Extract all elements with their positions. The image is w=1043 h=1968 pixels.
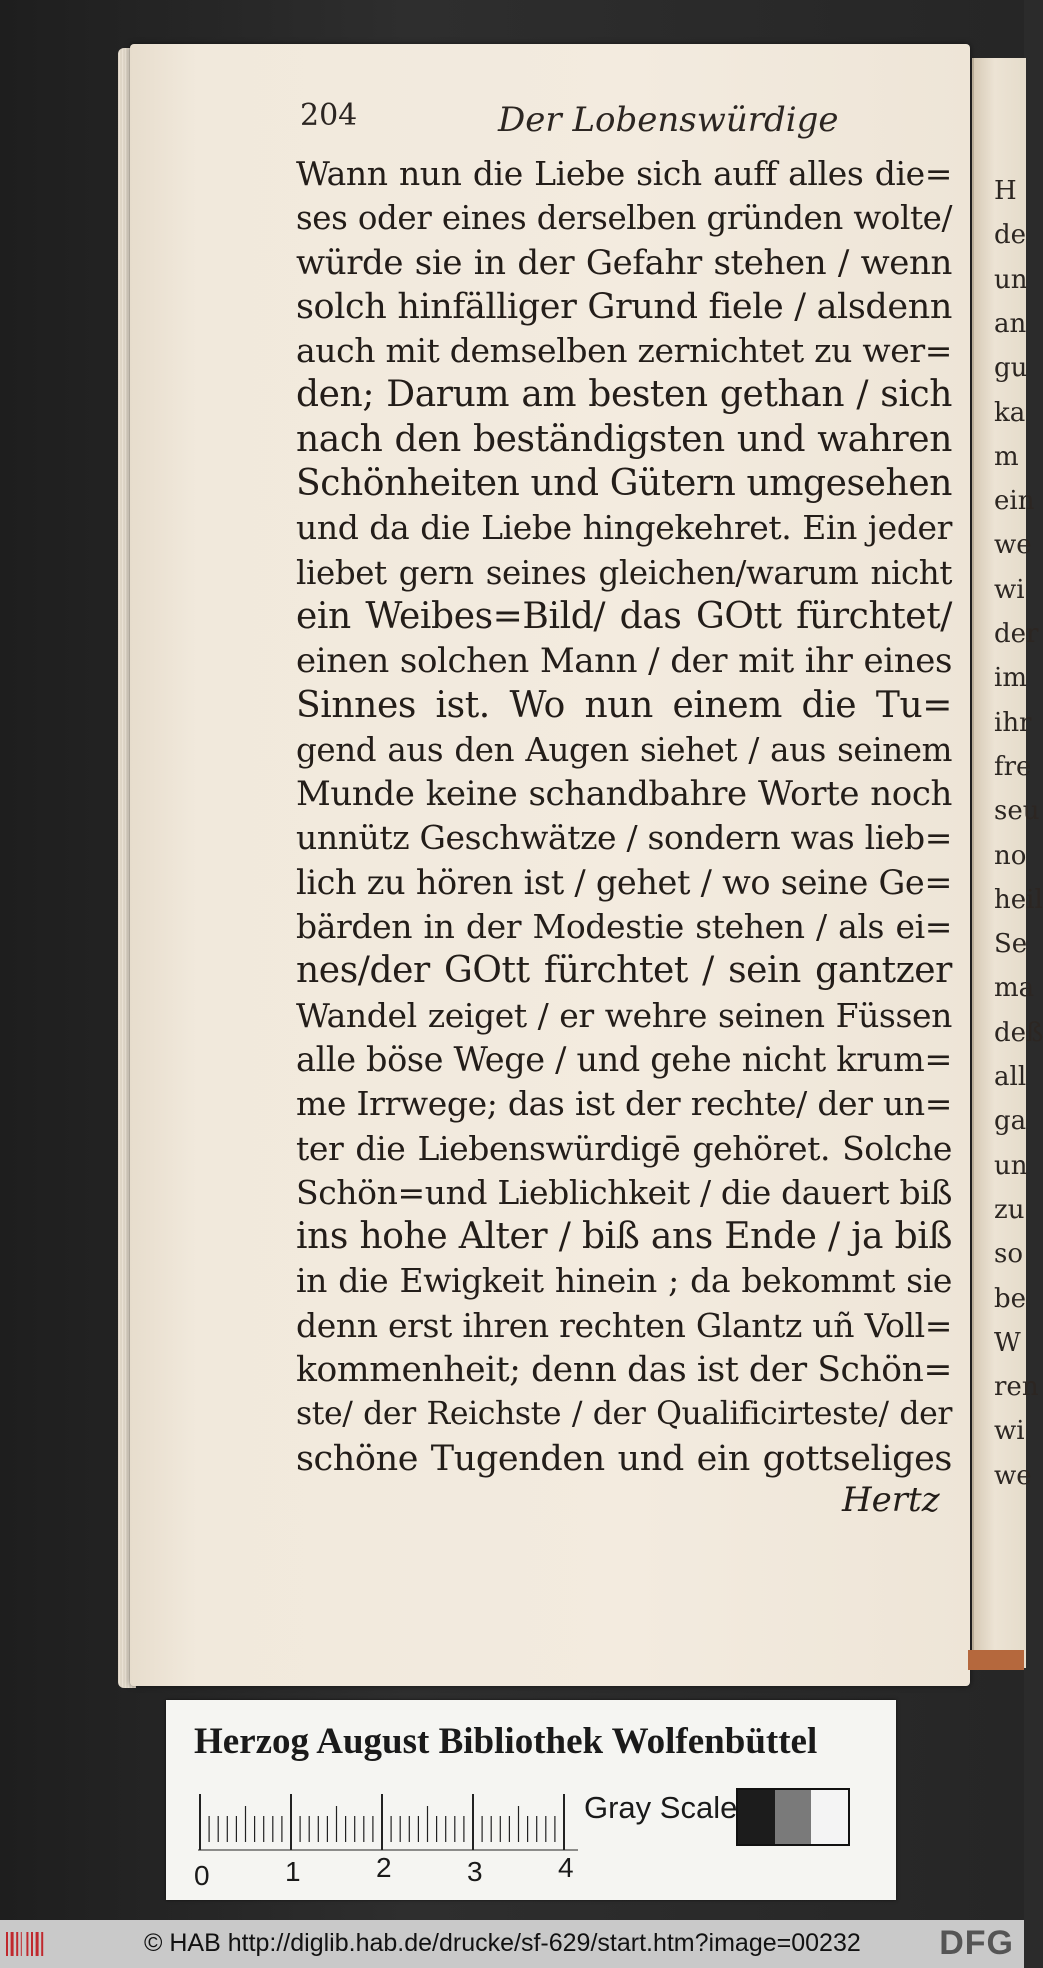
facing-page-fragment: der	[994, 619, 1039, 649]
text-line: ter die Liebenswürdigē gehöret. Solche	[296, 1128, 952, 1168]
gray-scale-label: Gray Scale	[584, 1790, 738, 1825]
institution-name: Herzog August Bibliothek Wolfenbüttel	[194, 1721, 818, 1762]
catchword: Hertz	[842, 1480, 940, 1520]
facing-page-fragment: no	[994, 840, 1027, 871]
logo-bar	[16, 1932, 18, 1956]
text-line: Munde keine schandbahre Worte noch	[296, 774, 952, 815]
gray-swatch	[811, 1790, 848, 1844]
facing-page	[972, 58, 1043, 1668]
text-line: solch hinfälliger Grund fiele / alsdenn	[296, 286, 952, 327]
facing-page-fragment: un	[994, 1150, 1028, 1181]
text-line: auch mit demselben zernichtet zu wer=	[296, 331, 952, 371]
running-head-title: Der Lobenswürdige	[498, 100, 839, 140]
text-line: ste/ der Reichste / der Qualificirteste/ der	[296, 1396, 952, 1433]
facing-page-fragment: ren	[994, 1372, 1039, 1403]
gray-scale-swatches	[736, 1788, 850, 1846]
text-line: denn erst ihren rechten Glantz uñ Voll=	[296, 1305, 952, 1345]
text-line: gend aus den Augen siehet / aus seinem	[296, 730, 952, 769]
facing-page-fragment: zu	[994, 1194, 1025, 1225]
facing-page-fragment: deß	[994, 1017, 1043, 1048]
ruler-number: 2	[376, 1852, 392, 1883]
footer-bar	[0, 1920, 1024, 1968]
facing-page-fragment: un	[994, 264, 1028, 295]
text-line: kommenheit; denn das ist der Schön=	[296, 1350, 952, 1391]
logo-bar	[21, 1932, 22, 1956]
barcode-logo-icon	[6, 1930, 48, 1958]
text-line: me Irrwege; das ist der rechte/ der un=	[296, 1084, 952, 1124]
facing-page-fragment: ma	[994, 973, 1035, 1004]
text-line: nach den beständigsten und wahren	[296, 418, 952, 460]
text-line: lich zu hören ist / gehet / wo seine Ge=	[296, 862, 952, 902]
facing-page-fragment: im	[994, 663, 1027, 694]
facing-page-fragment: m	[994, 441, 1019, 472]
text-line: und da die Liebe hingekehret. Ein jeder	[296, 508, 952, 548]
ruler-number: 1	[285, 1856, 301, 1887]
facing-page-fragment: seu	[994, 796, 1040, 827]
text-line: Schönheiten und Gütern umgesehen	[296, 463, 953, 505]
ruler-scale	[198, 1792, 578, 1852]
text-line: liebet gern seines gleichen/warum nicht	[296, 553, 952, 592]
text-line: nes/der GOtt fürchtet / sein gantzer	[296, 950, 952, 992]
text-line: Wandel zeiget / er wehre seinen Füssen	[296, 995, 952, 1035]
ruler-number: 3	[467, 1856, 483, 1887]
facing-page-fragment: ein	[994, 486, 1035, 517]
facing-page-fragment: we	[994, 1460, 1032, 1491]
logo-bar	[36, 1932, 39, 1956]
gray-swatch	[775, 1790, 812, 1844]
text-line: würde sie in der Gefahr stehen / wenn	[296, 242, 952, 283]
ruler-numbers	[194, 1852, 574, 1891]
facing-page-fragment: be	[994, 1283, 1027, 1314]
facing-page-fragment: so	[994, 1239, 1023, 1270]
logo-bar	[26, 1932, 28, 1956]
ruler-number: 0	[194, 1860, 210, 1891]
dfg-logo: DFG	[939, 1924, 1014, 1962]
facing-page-fragment: W	[994, 1327, 1021, 1358]
text-line: einen solchen Mann / der mit ihr eines	[296, 641, 952, 682]
text-line: alle böse Wege / und gehe nicht krum=	[296, 1039, 952, 1079]
logo-bar	[31, 1932, 33, 1956]
text-line: schöne Tugenden und ein gottseliges	[296, 1438, 952, 1479]
facing-page-fragment: heil	[994, 884, 1043, 915]
text-line: bärden in der Modestie stehen / als ei=	[296, 907, 952, 947]
text-line: Sinnes ist. Wo nun einem die Tu=	[296, 684, 952, 726]
facing-page-fragment: an	[994, 308, 1027, 339]
text-line: den; Darum am besten gethan / sich	[296, 374, 952, 416]
facing-page-edge	[968, 1650, 1024, 1670]
page-number: 204	[300, 98, 358, 133]
text-line: ses oder eines derselben gründen wolte/	[296, 199, 952, 238]
facing-page-fragment: ihr	[994, 707, 1032, 738]
running-head	[0, 98, 1024, 148]
logo-bar	[41, 1932, 43, 1956]
text-line: ein Weibes=Bild/ das GOtt fürchtet/	[296, 595, 952, 637]
text-line: unnütz Geschwätze / sondern was lieb=	[296, 818, 952, 858]
facing-page-fragment: wi	[994, 574, 1025, 605]
facing-page-fragment: wi	[994, 1416, 1025, 1447]
facing-page-fragment: fre	[994, 751, 1032, 782]
facing-page-fragment: ka	[994, 397, 1026, 428]
text-line: Wann nun die Liebe sich auff alles die=	[296, 154, 952, 193]
facing-page-fragment: gu	[994, 353, 1028, 384]
body-text	[296, 152, 952, 1481]
logo-bar	[6, 1932, 8, 1956]
text-line: Schön=und Lieblichkeit / die dauert biß	[296, 1172, 952, 1212]
facing-page-fragment: ga	[994, 1106, 1027, 1137]
text-line: ins hohe Alter / biß ans Ende / ja biß	[296, 1216, 952, 1258]
facing-page-fragment: Se	[994, 929, 1028, 960]
facing-page-fragment: we	[994, 530, 1032, 561]
facing-page-fragment: de	[994, 220, 1027, 251]
logo-bar	[11, 1932, 14, 1956]
text-line: in die Ewigkeit hinein ; da bekommt sie	[296, 1261, 952, 1301]
ruler-number: 4	[558, 1852, 574, 1883]
footer-copyright-link[interactable]: © HAB http://diglib.hab.de/drucke/sf-629/start.htm?image=00232	[144, 1929, 861, 1957]
facing-page-fragment: H	[994, 176, 1017, 206]
library-label-card	[166, 1700, 896, 1900]
facing-page-fragment: all	[994, 1062, 1027, 1092]
gray-swatch	[738, 1790, 775, 1844]
